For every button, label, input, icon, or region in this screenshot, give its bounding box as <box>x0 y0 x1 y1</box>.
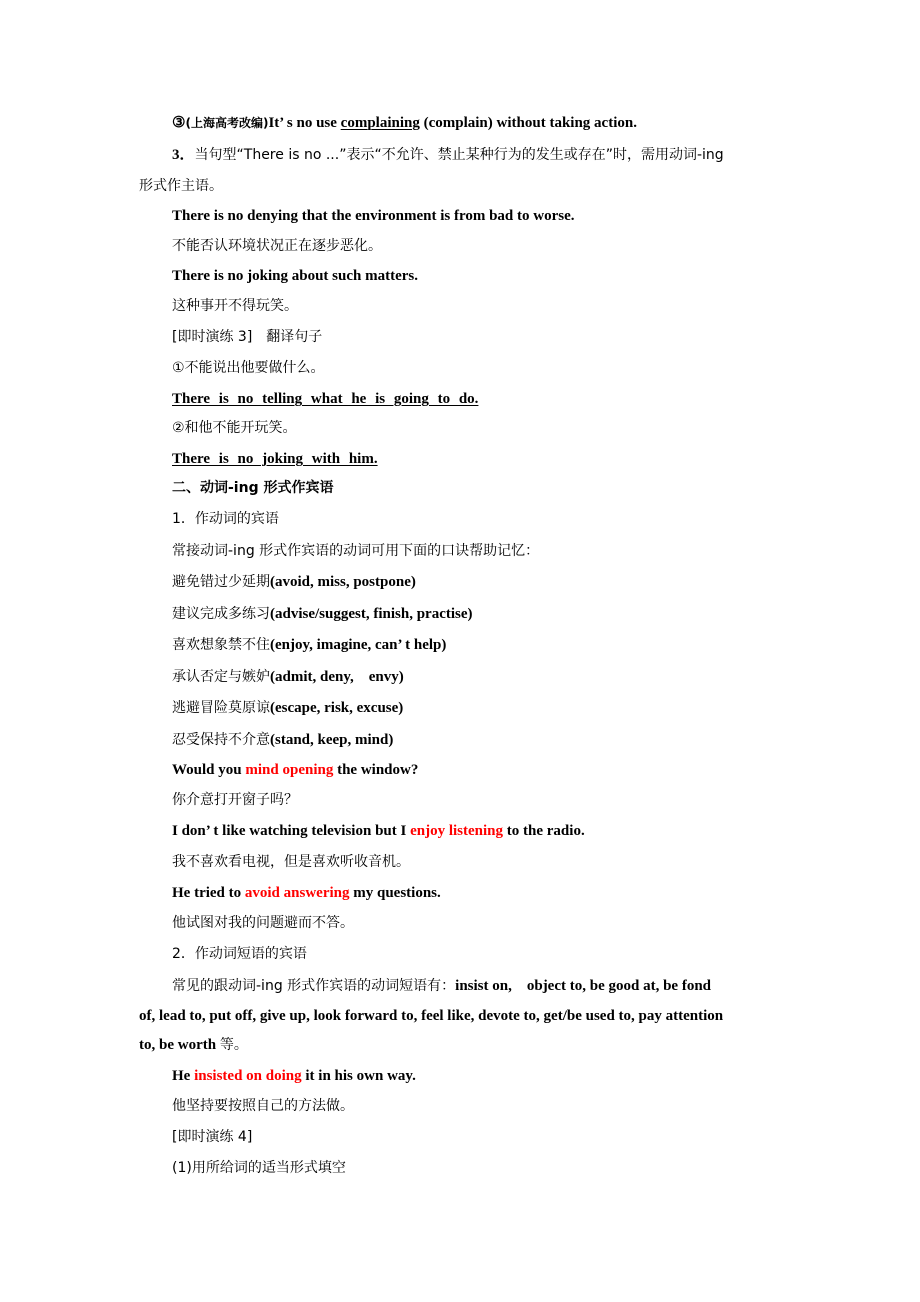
mnemonic-line: 避免错过少延期(avoid, miss, postpone) <box>172 574 416 590</box>
example-sentence: He tried to avoid answering my questions. <box>172 885 441 901</box>
circle-marker: ③ <box>172 115 186 131</box>
rule-3-heading: 3．当句型“There is no ...”表示“不允许、禁止某种行为的发生或存在”时，需用动词-ing <box>172 147 724 163</box>
mnemonic-line: 喜欢想象禁不住(enjoy, imagine, can’ t help) <box>172 637 447 653</box>
example-translation: 你介意打开窗子吗？ <box>172 792 298 808</box>
section-heading: 二、动词-ing 形式作宾语 <box>172 480 334 496</box>
mnemonic-intro: 常接动词-ing 形式作宾语的动词可用下面的口诀帮助记忆： <box>172 543 540 559</box>
example-sentence: He insisted on doing it in his own way. <box>172 1068 416 1084</box>
rule-3-continued: 形式作主语。 <box>139 178 223 194</box>
example-sentence: Would you mind opening the window? <box>172 762 419 778</box>
highlighted-phrase: enjoy listening <box>410 823 504 839</box>
example-sentence: There is no denying that the environment is from bad to worse. <box>172 208 575 224</box>
practice-4-heading: [即时演练 4] <box>172 1129 253 1145</box>
mnemonic-line: 建议完成多练习(advise/suggest, finish, practise) <box>172 606 473 622</box>
highlighted-phrase: mind opening <box>245 762 334 778</box>
example-translation: 他试图对我的问题避而不答。 <box>172 915 354 931</box>
subsection-heading: 2．作动词短语的宾语 <box>172 946 307 962</box>
source-note: (上海高考改编) <box>185 116 269 130</box>
answer-blank: complaining <box>340 115 420 131</box>
phrase-list-line-3: to, be worth 等。 <box>139 1037 248 1053</box>
example-sentence: I don’ t like watching television but I enjoy listening to the radio. <box>172 823 585 839</box>
practice-question: ①不能说出他要做什么。 <box>172 360 325 376</box>
mnemonic-line: 承认否定与嫉妒(admit, deny, envy) <box>172 669 404 685</box>
highlighted-phrase: insisted on doing <box>194 1068 302 1084</box>
example-translation: 这种事开不得玩笑。 <box>172 298 298 314</box>
practice-3-heading: [即时演练 3] 翻译句子 <box>172 329 323 345</box>
mnemonic-line: 逃避冒险莫原谅(escape, risk, excuse) <box>172 700 404 716</box>
practice-instruction: (1)用所给词的适当形式填空 <box>172 1160 346 1176</box>
phrase-list-line-2: of, lead to, put off, give up, look forward to, feel like, devote to, get/be used to, pay attention <box>139 1008 724 1024</box>
phrase-list-line-1: 常见的跟动词-ing 形式作宾语的动词短语有：insist on, object to, be good at, be fond <box>172 978 712 994</box>
example-translation: 不能否认环境状况正在逐步恶化。 <box>172 238 382 254</box>
example-translation: 我不喜欢看电视，但是喜欢听收音机。 <box>172 854 410 870</box>
practice-answer: There is no joking with him. <box>172 451 378 467</box>
mnemonic-line: 忍受保持不介意(stand, keep, mind) <box>172 732 394 748</box>
practice-answer: There is no telling what he is going to do. <box>172 391 479 407</box>
example-translation: 他坚持要按照自己的方法做。 <box>172 1098 354 1114</box>
highlighted-phrase: avoid answering <box>244 885 350 901</box>
subsection-heading: 1．作动词的宾语 <box>172 511 279 527</box>
example-sentence: There is no joking about such matters. <box>172 268 418 284</box>
practice-question: ②和他不能开玩笑。 <box>172 420 297 436</box>
exercise-item-3: ③(上海高考改编)It’ s no use complaining (complain) without taking action. <box>172 115 637 131</box>
